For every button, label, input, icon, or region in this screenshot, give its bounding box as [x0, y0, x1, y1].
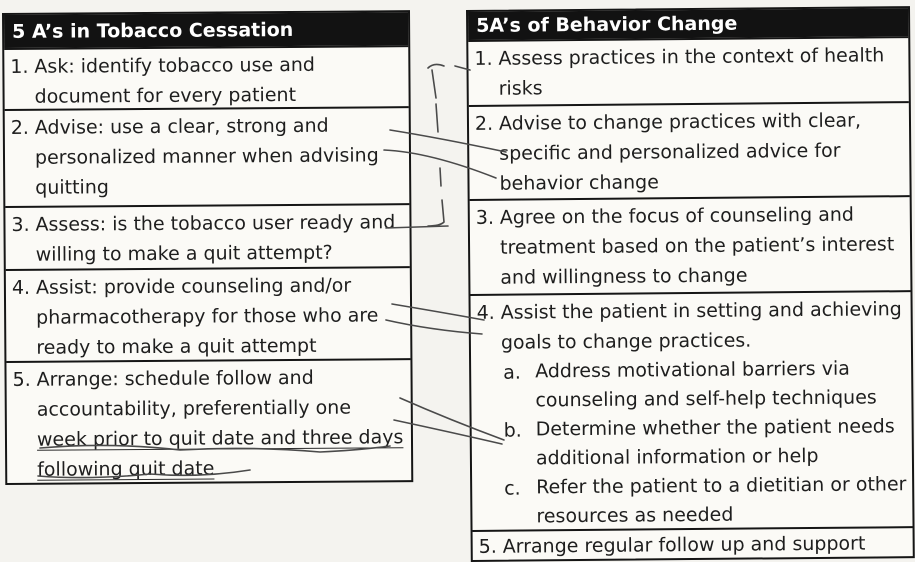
subitem-text: Refer the patient to a dietitian or other resources as needed [536, 473, 907, 528]
step-text: Assess practices in the context of health risks [498, 44, 885, 100]
assist-subitem-a [503, 354, 907, 416]
step-text: Assist: provide counseling and/or pharmacotherapy for those who are ready to make a quit attempt [35, 274, 379, 359]
step-text: Arrange regular follow up and support [502, 532, 866, 558]
bracket-mark [428, 64, 444, 226]
subitem-letter: b. [503, 419, 522, 442]
step-number: 3. [475, 206, 495, 229]
subitem-letter: a. [503, 361, 521, 384]
step-number: 2. [10, 116, 30, 139]
tobacco-step-assist [6, 266, 411, 361]
behavior-step-arrange [473, 526, 913, 560]
subitem-text: Address motivational barriers via counseling and self-help techniques [535, 357, 877, 412]
step-number: 5. [12, 368, 31, 391]
tobacco-step-arrange [6, 358, 411, 483]
subitem-letter: c. [504, 477, 521, 500]
tobacco-cessation-table [2, 10, 413, 485]
behavior-table-header [468, 8, 908, 40]
behavior-step-assist [470, 290, 912, 530]
step-text: Arrange: schedule follow and accountability, preferentially one [36, 366, 352, 421]
step-number: 4. [11, 276, 31, 299]
step-text: Advise to change practices with clear, specific and personalized advice for behavior change [498, 109, 862, 195]
step-number: 3. [11, 213, 30, 236]
step-text: Advise: use a clear, strong and personalized manner when advising quitting [34, 114, 379, 199]
behavior-step-agree [470, 195, 911, 294]
tobacco-table-title: 5 A’s in Tobacco Cessation [12, 18, 294, 43]
step-number: 1. [474, 47, 493, 70]
tobacco-step-assess [5, 203, 409, 269]
tobacco-table-header [4, 12, 408, 48]
tobacco-step-advise [5, 106, 410, 206]
step-number: 1. [10, 55, 29, 78]
tobacco-step-ask [4, 45, 408, 109]
assist-subitem-b [504, 412, 908, 474]
step-number: 2. [474, 112, 494, 135]
subitem-text: Determine whether the patient needs additional information or help [535, 415, 895, 470]
step-text: Ask: identify tobacco use and document for every patient [34, 53, 315, 108]
step-text: Agree on the focus of counseling and treatment based on the patient’s interest and willingness to change [499, 203, 895, 289]
behavior-change-table [466, 6, 915, 562]
assist-subitem-c [504, 470, 908, 532]
step-number: 4. [476, 301, 495, 324]
handwritten-underlined-text: week prior to quit date and three days following quit date [36, 426, 404, 481]
step-text: Assist the patient in setting and achieving goals to change practices. [500, 298, 902, 354]
behavior-table-title: 5A’s of Behavior Change [476, 12, 738, 37]
step-number: 5. [478, 535, 497, 558]
step-text: Assess: is the tobacco user ready and willing to make a quit attempt? [35, 211, 396, 266]
behavior-step-assess [468, 36, 909, 105]
behavior-step-advise [469, 101, 910, 199]
